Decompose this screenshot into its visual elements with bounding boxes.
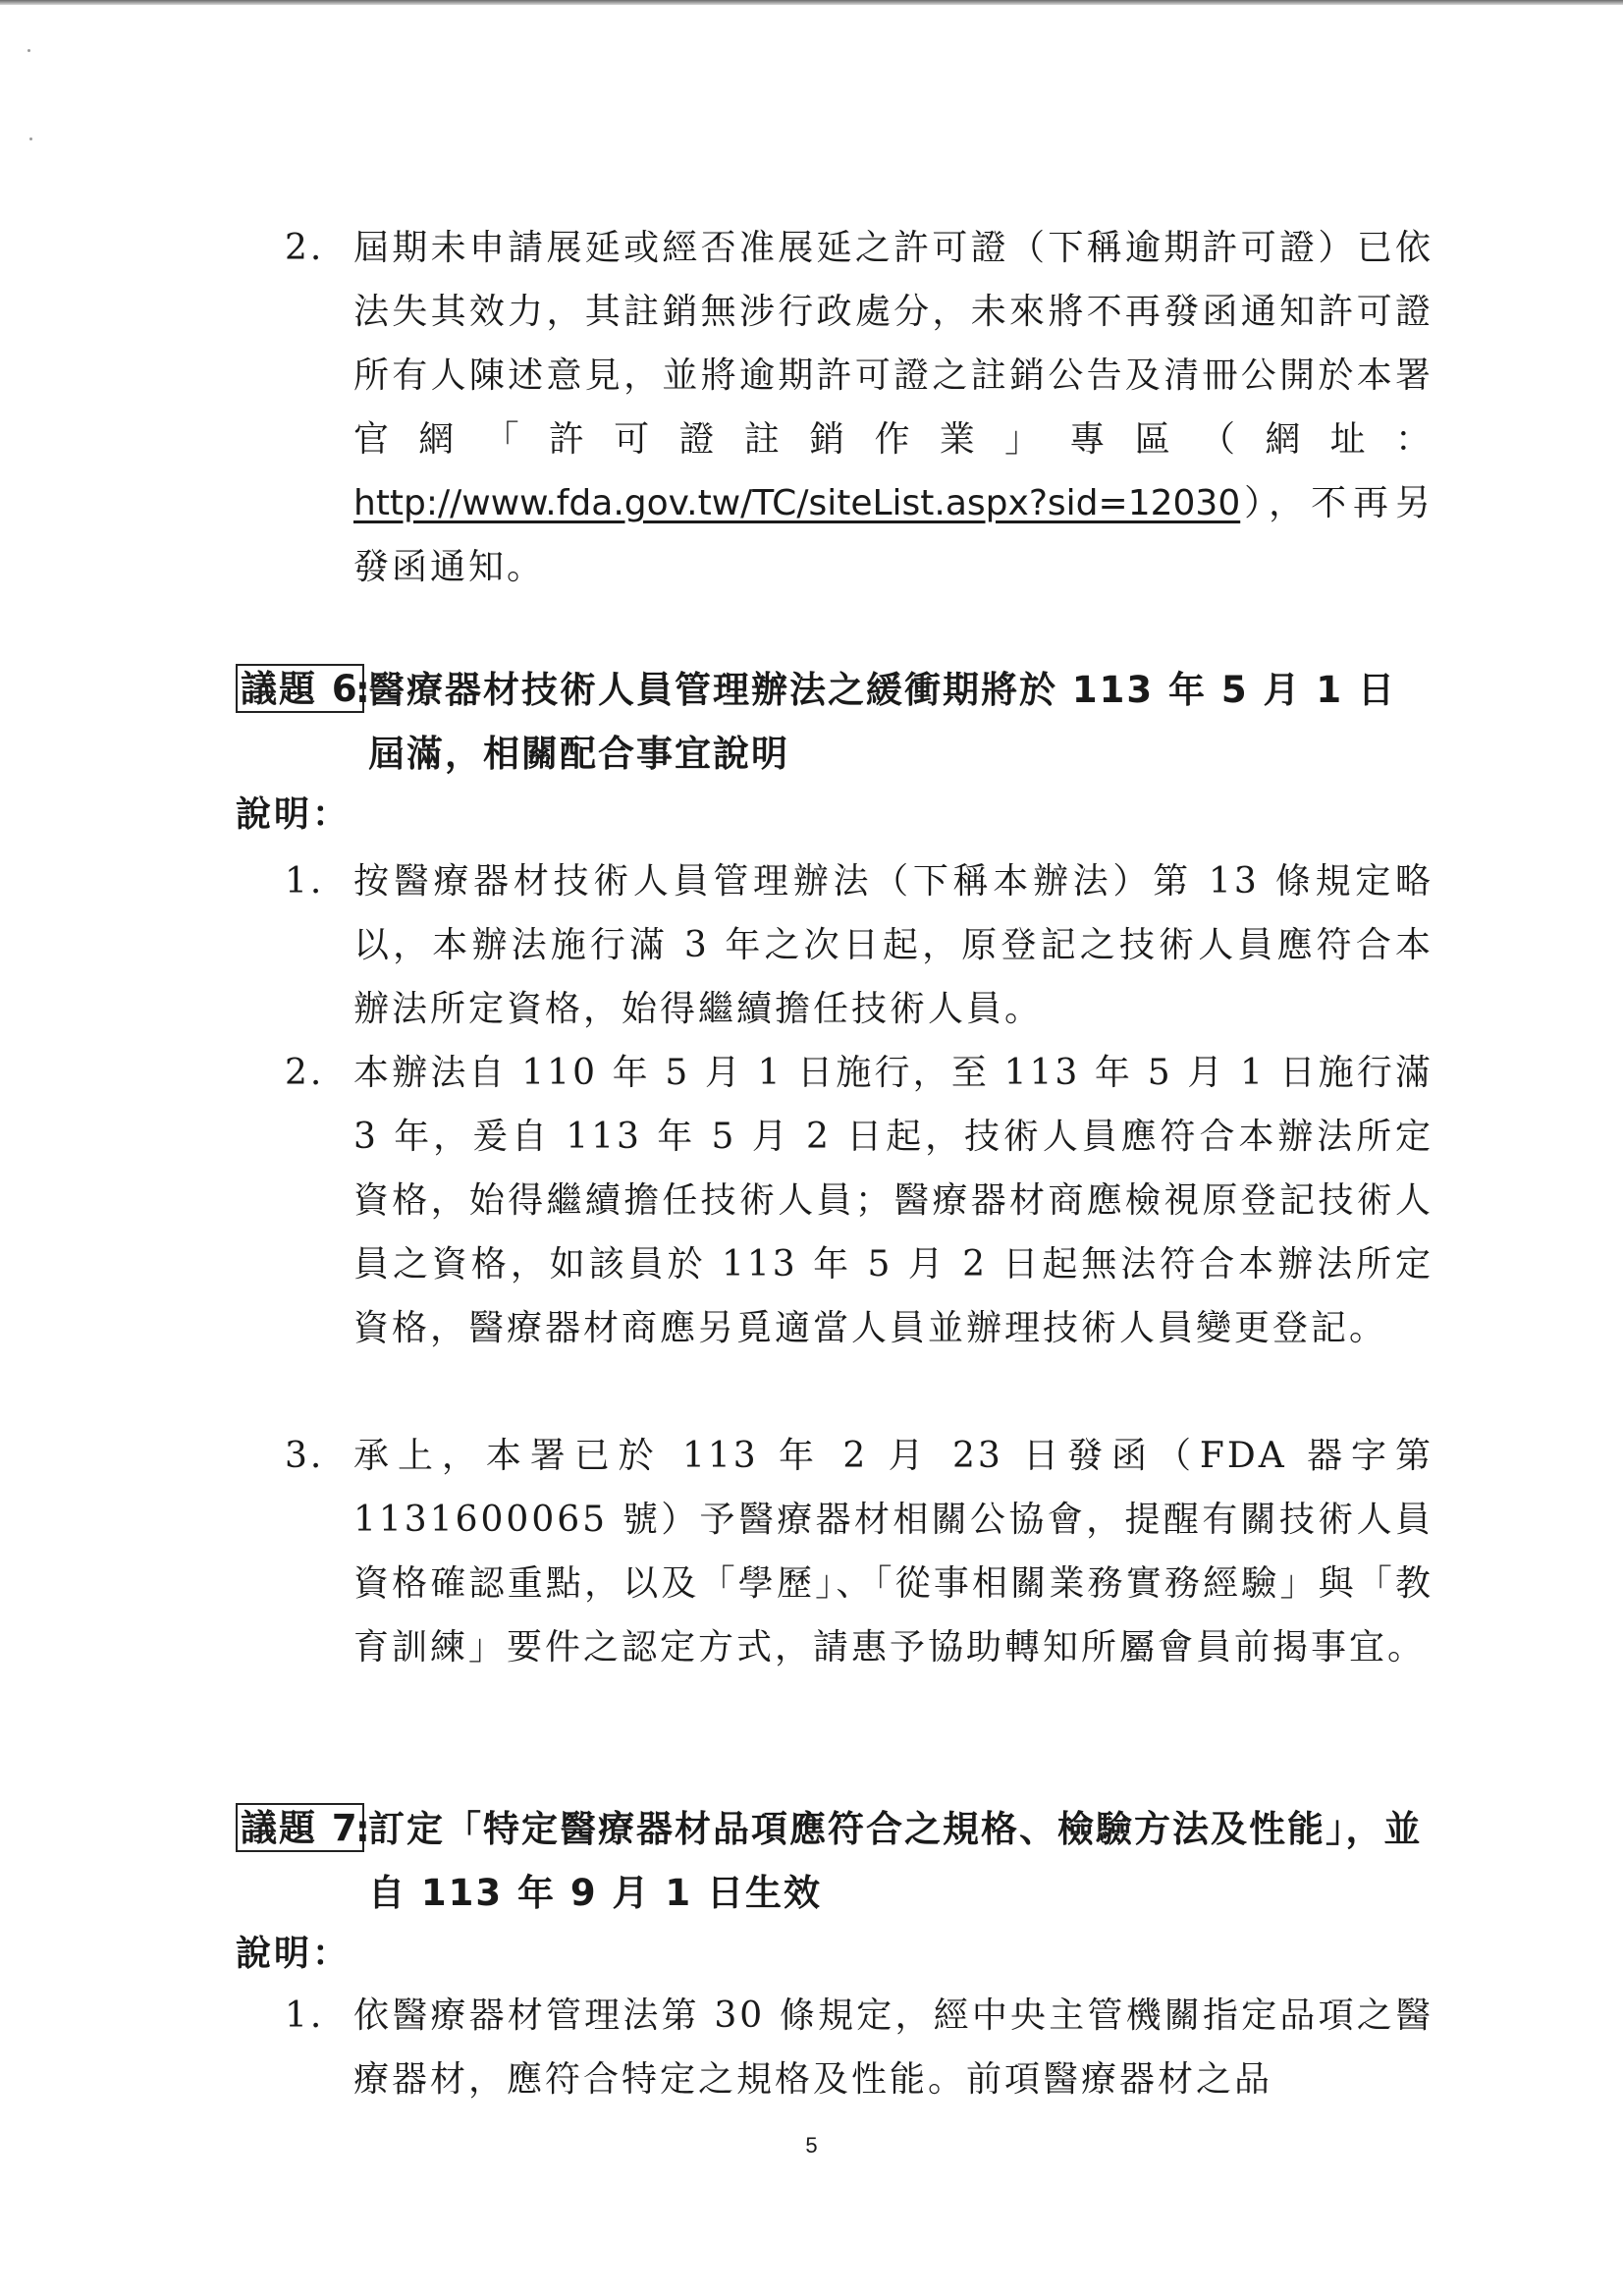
topic-6-explanation-heading: 說明： (236, 794, 352, 835)
page-number: 5 (805, 2133, 818, 2158)
item-text-tail: ），不再另發函通知。 (353, 483, 1434, 587)
topic-7-heading: 議題 7 : 訂定「特定醫療器材品項應符合之規格、檢驗方法及性能」，並自 113 年 9 月 1 日生效 (236, 1797, 1434, 1925)
fda-link[interactable]: http://www.fda.gov.tw/TC/siteList.aspx?sid=12030 (353, 483, 1241, 523)
topic-7-title: 訂定「特定醫療器材品項應符合之規格、檢驗方法及性能」，並自 113 年 9 月 1 日生效 (368, 1808, 1423, 1914)
list-item (285, 1424, 1434, 1679)
item-text: 依醫療器材管理法第 30 條規定，經中央主管機關指定品項之醫療器材，應符合特定之規格及性能。前項醫療器材之品 (353, 1995, 1434, 2100)
item-number: 2. (285, 228, 325, 268)
scan-edge (0, 0, 1623, 5)
item-text: 本辦法自 110 年 5 月 1 日施行，至 113 年 5 月 1 日施行滿 3 年，爰自 113 年 5 月 2 日起，技術人員應符合本辦法所定資格，始得繼續擔任技術人員；醫療器材商應檢視原登記技術人員之資格，如該員於 113 年 5 月 2 日起無法符合本辦法所定資格，醫療器材商應另覓適當人員並辦理技術人員變更登記。 (353, 1053, 1434, 1348)
item-text-main: 屆期未申請展延或經否准展延之許可證（下稱逾期許可證）已依法失其效力，其註銷無涉行政處分，未來將不再發函通知許可證所有人陳述意見，並將逾期許可證之註銷公告及清冊公開於本署官網「許可證註銷作業」專區（網址： (353, 228, 1434, 460)
item-text (353, 216, 1434, 599)
scan-speck (27, 49, 30, 52)
topic-6-heading: 議題 6 : 醫療器材技術人員管理辦法之緩衝期將於 113 年 5 月 1 日屆滿，相關配合事宜說明 (236, 658, 1434, 786)
item-text: 按醫療器材技術人員管理辦法（下稱本辦法）第 13 條規定略以，本辦法施行滿 3 年之次日起，原登記之技術人員應符合本辦法所定資格，始得繼續擔任技術人員。 (353, 861, 1434, 1029)
topic-7-tag: 議題 7 (236, 1803, 364, 1852)
item-text: 承上，本署已於 113 年 2 月 23 日發函（FDA 器字第 1131600065 號）予醫療器材相關公協會，提醒有關技術人員資格確認重點，以及「學歷」、「從事相關業務實務經驗」與「教育訓練」要件之認定方式，請惠予協助轉知所屬會員前揭事宜。 (353, 1436, 1434, 1667)
list-item (285, 216, 1434, 599)
item-number: 2. (285, 1053, 325, 1093)
list-item (285, 1984, 1434, 2111)
topic-6-title: 醫療器材技術人員管理辦法之緩衝期將於 113 年 5 月 1 日屆滿，相關配合事宜說明 (368, 669, 1397, 775)
list-item (285, 1041, 1434, 1360)
item-number: 3. (285, 1436, 325, 1476)
topic-7-explanation-heading: 說明： (236, 1934, 352, 1974)
topic-6-tag: 議題 6 (236, 664, 364, 713)
item-number: 1. (285, 1995, 325, 2036)
scan-speck (29, 137, 32, 140)
list-item (285, 849, 1434, 1041)
item-number: 1. (285, 861, 325, 902)
